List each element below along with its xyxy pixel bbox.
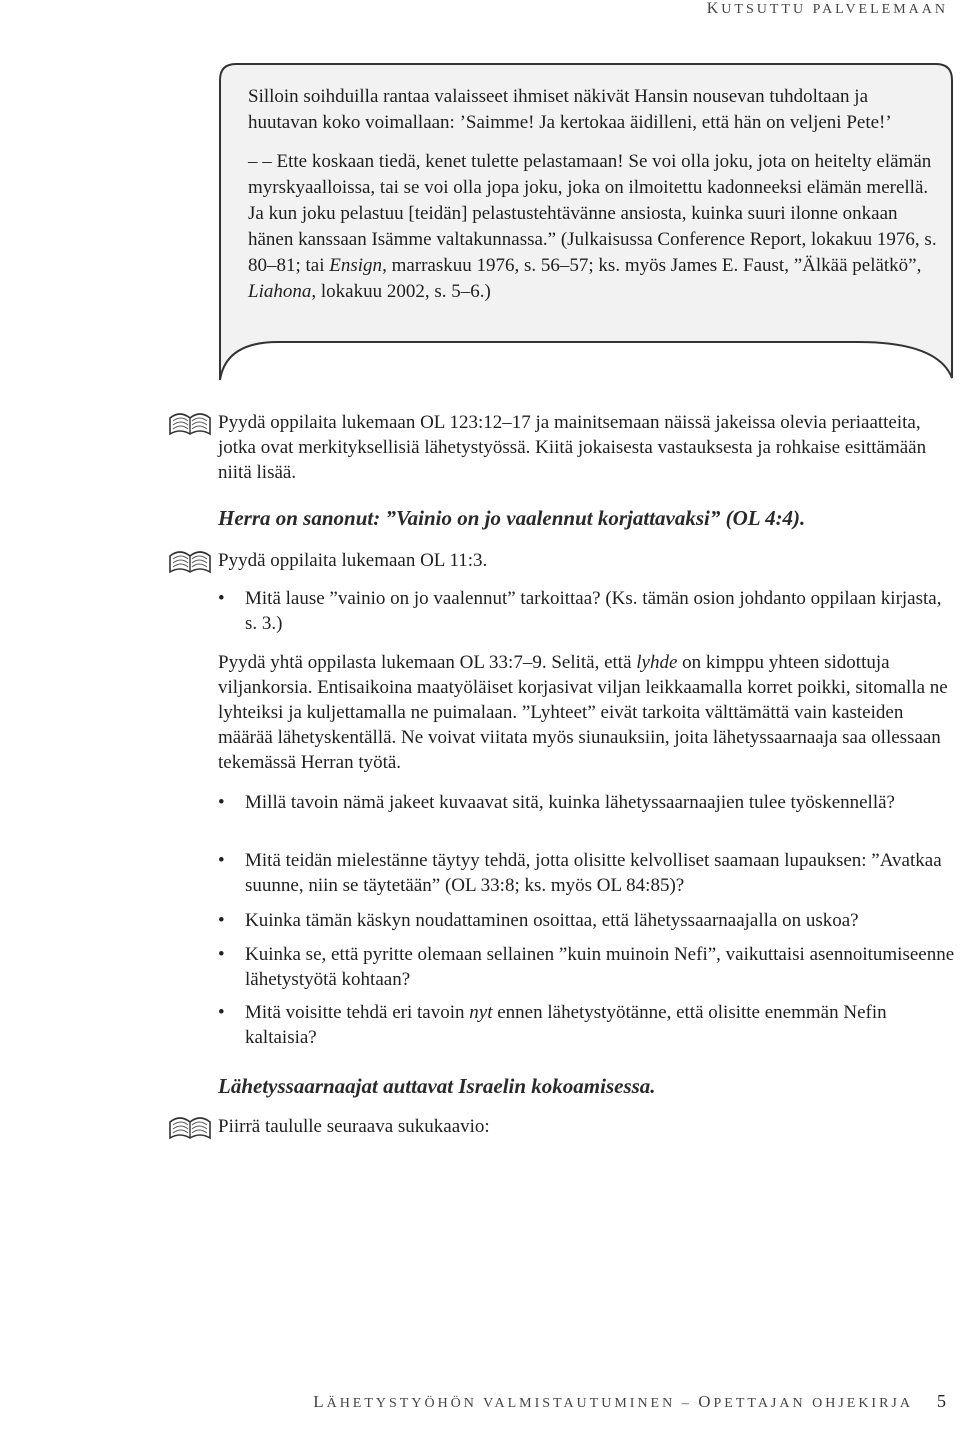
quote-box <box>218 60 954 380</box>
running-head-text: UTSUTTU PALVELEMAAN <box>721 2 948 17</box>
footer-text-1: ÄHETYSTYÖHÖN VALMISTAUTUMINEN – <box>326 1396 699 1411</box>
q5-text-a: Mitä voisitte tehdä eri tavoin <box>245 1002 470 1023</box>
block3-text-b: on kimppu yhteen sidottuja viljankorsia. Entisaikoina maatyöläiset korjasivat viljan leikkaamalla korret poikki, sitomalla ne lyhteiksi ja kuljettamalla ne puimalaan. ”Lyhteet” eivät tarkoita välttämättä vain kasteiden määrää lähetyskentällä. Ne voivat viitata myös siunauksiin, joita lähetyssaarnaaja saa ollessaan tekemässä Herran työtä. <box>218 652 948 773</box>
section-heading-2: Lähetyssaarnaajat auttavat Israelin kokoamisessa. <box>218 1074 656 1098</box>
question-text-4: Kuinka se, että pyritte olemaan sellainen ”kuin muinoin Nefi”, vaikuttaisi asennoitumiseenne lähetystyötä kohtaan? <box>245 944 955 990</box>
block3-emphasis: lyhde <box>636 652 678 673</box>
question-text-1: Millä tavoin nämä jakeet kuvaavat sitä, kuinka lähetyssaarnaajien tulee työskennellä? <box>245 792 895 813</box>
quote-p2-text-b: , marraskuu 1976, s. 56–57; ks. myös James E. Faust, ”Älkää pelätkö”, <box>382 255 922 276</box>
instruction-block-1 <box>218 410 954 485</box>
bullet-text-1: Mitä lause ”vainio on jo vaalennut” tarkoittaa? (Ks. tämän osion johdanto oppilaan kirjasta, s. 3.) <box>245 588 942 634</box>
question-text-5 <box>245 1000 957 1050</box>
quote-p2-text-c: , lokakuu 2002, s. 5–6.) <box>311 281 491 302</box>
footer-text-2: PETTAJAN OHJEKIRJA <box>713 1396 913 1411</box>
q5-text-b: ennen lähetystyötänne, että olisitte enemmän Nefin kaltaisia? <box>245 1002 887 1048</box>
quote-liahona: Liahona <box>248 281 312 302</box>
bullet-dot: • <box>218 588 225 609</box>
bullet-dot: • <box>218 792 225 813</box>
block3-text-a: Pyydä yhtä oppilasta lukemaan OL 33:7–9. Selitä, että <box>218 652 637 673</box>
question-text-2: Mitä teidän mielestänne täytyy tehdä, jotta olisitte kelvolliset saamaan lupauksen: ”Avatkaa suunne, niin se täytetään” (OL 33:8; ks. myös OL 84:85)? <box>245 850 942 896</box>
open-book-icon <box>168 1110 212 1142</box>
page-footer <box>313 1391 946 1412</box>
footer-initial-1: L <box>313 1392 327 1411</box>
quote-paragraph-1: Silloin soihduilla rantaa valaisseet ihmiset näkivät Hansin nousevan tuhdoltaan ja huutavan koko voimallaan: ’Saimme! Ja kertokaa äidilleni, että hän on veljeni Pete!’ <box>248 86 892 133</box>
bullet-dot: • <box>218 944 225 965</box>
quote-paragraph-2 <box>248 149 938 305</box>
bullet-dot: • <box>218 1002 225 1023</box>
instruction-text-1: Pyydä oppilaita lukemaan OL 123:12–17 ja mainitsemaan näissä jakeissa olevia periaatteita, jotka ovat merkityksellisiä lähetystyössä. Kiitä jokaisesta vastauksesta ja rohkaise esittämään niitä lisää. <box>218 412 927 483</box>
q5-emphasis: nyt <box>469 1002 493 1023</box>
running-head <box>707 0 948 18</box>
footer-initial-2: O <box>698 1392 714 1411</box>
running-head-initial: K <box>706 0 722 17</box>
open-book-icon <box>168 544 212 576</box>
quote-p2-text-a: – – Ette koskaan tiedä, kenet tulette pelastamaan! Se voi olla joku, jota on heitelty elämän myrskyaalloissa, tai se voi olla jopa joku, joka on ilmoitettu kadonneeksi elämän merellä. Ja kun joku pelastuu [teidän] pelastustehtävänne ansiosta, kuinka suuri ilonne onkaan hänen kanssaan Isämme valtakunnassa.” (Julkaisussa Conference Report, lokakuu 1976, s. 80–81; tai <box>248 151 937 276</box>
instruction-text-4: Piirrä taululle seuraava sukukaavio: <box>218 1116 490 1137</box>
instruction-text-2: Pyydä oppilaita lukemaan OL 11:3. <box>218 550 488 571</box>
instruction-block-3 <box>218 650 954 775</box>
bullet-dot: • <box>218 910 225 931</box>
instruction-block-4 <box>218 1114 954 1139</box>
instruction-text-3 <box>218 650 954 775</box>
quote-ensign: Ensign <box>329 255 383 276</box>
question-text-3: Kuinka tämän käskyn noudattaminen osoittaa, että lähetyssaarnaajalla on uskoa? <box>245 910 859 931</box>
section-heading-1: Herra on sanonut: ”Vainio on jo vaalennut korjattavaksi” (OL 4:4). <box>218 506 806 530</box>
open-book-icon <box>168 406 212 438</box>
bullet-dot: • <box>218 850 225 871</box>
quote-text <box>248 84 938 305</box>
instruction-block-2 <box>218 548 954 573</box>
page-number: 5 <box>937 1391 946 1411</box>
